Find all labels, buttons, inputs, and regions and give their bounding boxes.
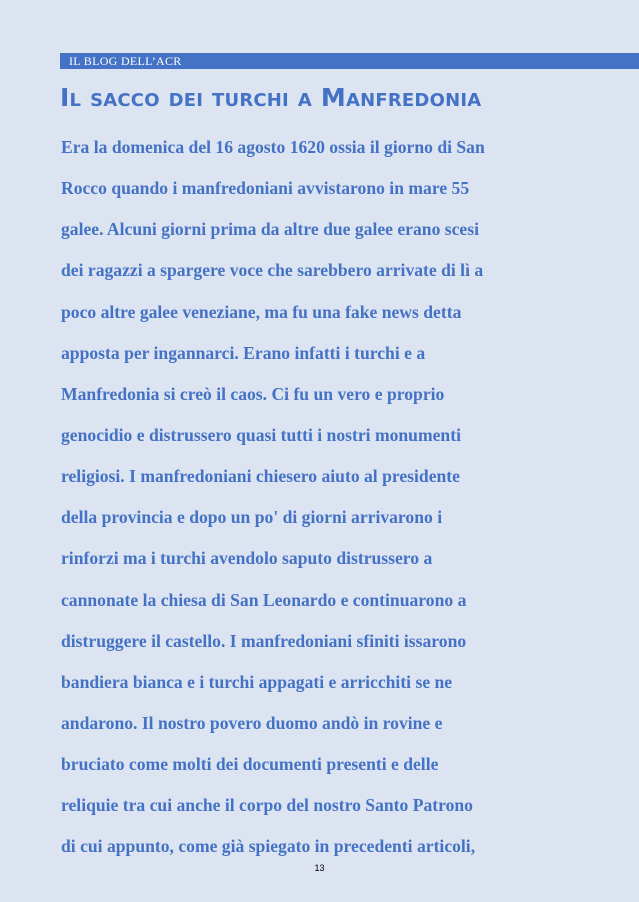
article-body — [61, 127, 581, 868]
section-header-bar — [60, 53, 639, 69]
body-line: Rocco quando i manfredoniani avvistarono in mare 55 — [61, 178, 470, 199]
body-line: galee. Alcuni giorni prima da altre due galee erano scesi — [61, 219, 479, 240]
body-line: bandiera bianca e i turchi appagati e arricchiti se ne — [61, 671, 453, 692]
body-line: della provincia e dopo un po' di giorni arrivarono i — [61, 507, 443, 528]
page-number: 13 — [314, 863, 325, 873]
body-line: di cui appunto, come già spiegato in precedenti articoli, — [61, 836, 476, 857]
body-line: Manfredonia si creò il caos. Ci fu un vero e proprio — [61, 383, 445, 404]
body-line: genocidio e distrussero quasi tutti i nostri monumenti — [61, 424, 461, 445]
body-line: apposta per ingannarci. Erano infatti i turchi e a — [61, 342, 426, 363]
body-line: distruggere il castello. I manfredoniani sfiniti issarono — [61, 630, 467, 651]
body-line: bruciato come molti dei documenti presenti e delle — [61, 754, 439, 775]
body-line: rinforzi ma i turchi avendolo saputo distrussero a — [61, 548, 433, 569]
article-title: Il sacco dei turchi a Manfredonia — [60, 83, 482, 112]
body-line: cannonate la chiesa di San Leonardo e continuarono a — [61, 589, 467, 610]
body-line: Era la domenica del 16 agosto 1620 ossia il giorno di San — [61, 137, 485, 157]
body-line: poco altre galee veneziane, ma fu una fake news detta — [61, 301, 462, 322]
body-line: dei ragazzi a spargere voce che sarebbero arrivate di lì a — [61, 260, 484, 281]
body-line: religiosi. I manfredoniani chiesero aiuto al presidente — [61, 466, 460, 487]
body-line: andarono. Il nostro povero duomo andò in rovine e — [61, 712, 443, 733]
body-line: reliquie tra cui anche il corpo del nostro Santo Patrono — [61, 795, 473, 816]
blog-label: IL BLOG DELL’ACR — [69, 54, 182, 68]
